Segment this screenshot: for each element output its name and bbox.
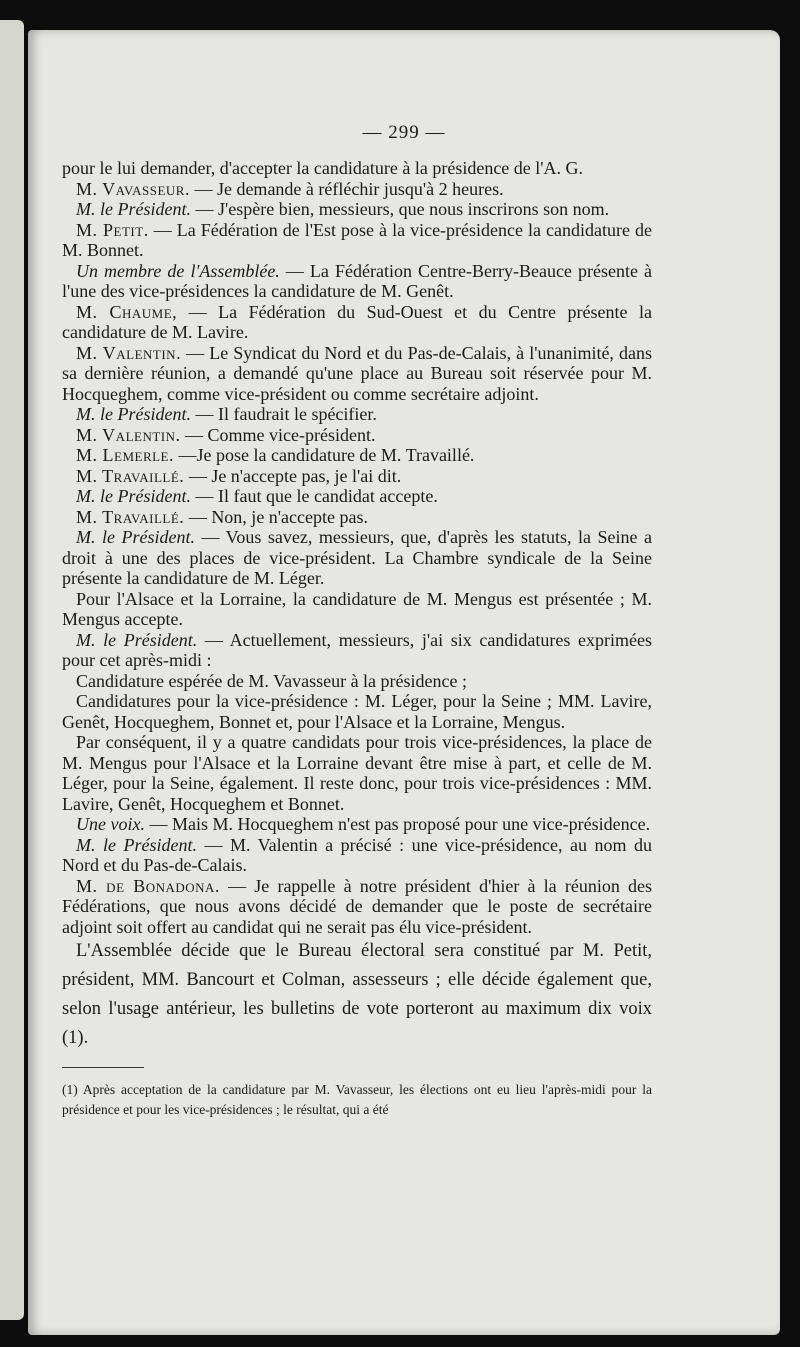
speech: — Il faudrait le spécifier. (190, 404, 377, 424)
speech: — La Fédération du Sud-Ouest et du Centre présente la candidature de M. Lavire. (62, 301, 652, 342)
speaker: M. le Président. (76, 834, 197, 855)
speaker: M. le Président. (76, 199, 191, 219)
speech: — M. Valentin a précisé : une vice-présidence, au nom du Nord et du Pas-de-Calais. (62, 834, 652, 875)
speaker: M. Valentin. (76, 342, 182, 363)
speaker: M. Vavasseur. (76, 178, 190, 199)
speaker: M. Chaume, (76, 301, 178, 322)
footnote: (1) Après acceptation de la candidature par M. Vavasseur, les élections ont eu lieu l'après-midi pour la présidence et pour les vice-présidences ; le résultat, qui a été (62, 1082, 652, 1117)
speech: — Non, je n'accepte pas. (184, 506, 368, 527)
paragraph: Candidatures pour la vice-présidence : M. Léger, pour la Seine ; MM. Lavire, Genêt, Hocqueghem, Bonnet et, pour l'Alsace et la Lorraine, Mengus. (62, 691, 652, 732)
speech: — Je n'accepte pas, je l'ai dit. (184, 465, 402, 486)
footnote-rule (62, 1067, 144, 1068)
speech: — Actuellement, messieurs, j'ai six candidatures exprimées pour cet après-midi : (62, 629, 652, 670)
paragraph (62, 302, 652, 343)
adjacent-page-edge (0, 20, 24, 1320)
paragraph (62, 486, 652, 507)
paragraph (62, 404, 652, 425)
paragraph (62, 261, 652, 302)
speech: — J'espère bien, messieurs, que nous inscrirons son nom. (190, 199, 610, 219)
speaker: Une voix. (76, 814, 145, 834)
speaker: M. Travaillé. (76, 465, 185, 486)
speaker: M. le Président. (76, 486, 191, 506)
speech: — Je demande à réfléchir jusqu'à 2 heures. (189, 178, 504, 199)
paragraph: Pour l'Alsace et la Lorraine, la candidature de M. Mengus est présentée ; M. Mengus accepte. (62, 588, 652, 629)
document-page (28, 30, 780, 1335)
speech: — Je rappelle à notre président d'hier à la réunion des Fédérations, que nous avons décidé de demander que le poste de secrétaire adjoint soit offert au candidat qui ne serait pas élu vice-président. (62, 875, 652, 937)
paragraph: pour le lui demander, d'accepter la candidature à la présidence de l'A. G. (62, 158, 584, 178)
page-number: — 299 — (362, 122, 446, 143)
paragraph (62, 466, 652, 487)
speaker: M. le Président. (76, 629, 198, 650)
speaker: M. Travaillé. (76, 506, 185, 527)
paragraph (62, 445, 652, 466)
speech: — Vous savez, messieurs, que, d'après les statuts, la Seine a droit à une des places de vice-président. La Chambre syndicale de la Seine présente la candidature de M. Léger. (62, 527, 652, 588)
paragraph (62, 199, 652, 220)
paragraph (62, 835, 652, 876)
assembly-decision: L'Assemblée décide que le Bureau électoral sera constitué par M. Petit, président, MM. Bancourt et Colman, assesseurs ; elle décide également que, selon l'usage antérieur, les bulletins de vote porteront au maximum dix voix (1). (62, 941, 652, 1048)
paragraph: Candidature espérée de M. Vavasseur à la présidence ; (76, 670, 468, 691)
paragraph (62, 527, 652, 589)
speech: — Le Syndicat du Nord et du Pas-de-Calais, à l'unanimité, dans sa dernière réunion, a demandé qu'une place au Bureau soit réservée pour M. Hocqueghem, comme vice-président ou comme secrétaire adjoint. (62, 342, 652, 404)
speaker: M. Lemerle. (76, 445, 174, 465)
paragraph (62, 220, 652, 261)
paragraph (62, 630, 652, 671)
speech: — Comme vice-président. (180, 424, 376, 445)
speech: — La Fédération de l'Est pose à la vice-présidence la candidature de M. Bonnet. (62, 219, 653, 260)
speaker: Un membre de l'Assemblée. (76, 260, 280, 281)
speaker: M. Valentin. (76, 424, 181, 445)
paragraph (62, 179, 652, 200)
speech: — La Fédération Centre-Berry-Beauce présente à l'une des vice-présidences la candidature de M. Genêt. (62, 260, 652, 301)
paragraph (62, 343, 652, 405)
paragraph (62, 425, 652, 446)
speaker: M. le Président. (76, 527, 195, 547)
speech: — Il faut que le candidat accepte. (190, 486, 438, 506)
paragraph (62, 876, 652, 938)
speaker: M. de Bonadona. (76, 875, 220, 896)
page-body (62, 158, 652, 1120)
speech: — Mais M. Hocqueghem n'est pas proposé pour une vice-présidence. (144, 814, 651, 834)
paragraph (62, 507, 652, 528)
paragraph: Par conséquent, il y a quatre candidats pour trois vice-présidences, la place de M. Mengus pour l'Alsace et la Lorraine devant être mise à part, et celle de M. Léger, pour la Seine, également. Il reste donc, pour trois vice-présidences : MM. Lavire, Genêt, Hocqueghem et Bonnet. (62, 732, 652, 814)
paragraph (62, 814, 652, 835)
speaker: M. le Président. (76, 404, 191, 424)
speech: —Je pose la candidature de M. Travaillé. (174, 445, 475, 465)
speaker: M. Petit. (76, 219, 149, 240)
